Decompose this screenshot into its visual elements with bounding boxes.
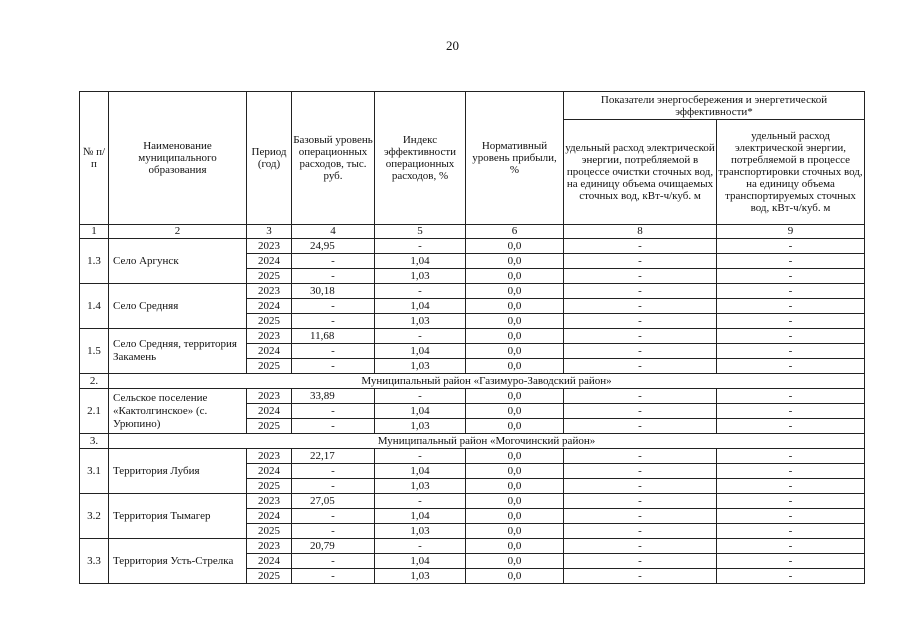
energy-transport-cell: - (717, 449, 865, 464)
efficiency-index-cell: - (375, 389, 466, 404)
efficiency-index-cell: - (375, 539, 466, 554)
period-cell: 2025 (247, 314, 292, 329)
row-number: 2.1 (80, 389, 109, 434)
normative-profit-cell: 0,0 (466, 284, 564, 299)
table-row (80, 239, 865, 254)
base-costs-cell: - (292, 569, 375, 584)
energy-transport-cell: - (717, 509, 865, 524)
table-row (80, 389, 865, 404)
efficiency-index-cell: 1,04 (375, 464, 466, 479)
row-number: 1.5 (80, 329, 109, 374)
row-number: 3.3 (80, 539, 109, 584)
base-costs-cell: - (292, 314, 375, 329)
energy-cleaning-cell: - (564, 329, 717, 344)
base-costs-cell: - (292, 254, 375, 269)
section-number: 2. (80, 374, 109, 389)
table-header (80, 92, 865, 239)
energy-transport-cell: - (717, 269, 865, 284)
section-number: 3. (80, 434, 109, 449)
energy-cleaning-cell: - (564, 494, 717, 509)
table-row (80, 449, 865, 464)
energy-cleaning-cell: - (564, 284, 717, 299)
energy-cleaning-cell: - (564, 554, 717, 569)
period-cell: 2023 (247, 284, 292, 299)
energy-cleaning-cell: - (564, 299, 717, 314)
period-cell: 2024 (247, 554, 292, 569)
efficiency-index-cell: 1,03 (375, 314, 466, 329)
efficiency-index-cell: - (375, 449, 466, 464)
normative-profit-cell: 0,0 (466, 419, 564, 434)
efficiency-index-cell: - (375, 494, 466, 509)
energy-cleaning-cell: - (564, 449, 717, 464)
base-costs-cell: 24,95 (292, 239, 375, 254)
table-row (80, 539, 865, 554)
period-cell: 2024 (247, 344, 292, 359)
energy-transport-cell: - (717, 314, 865, 329)
efficiency-index-cell: 1,03 (375, 419, 466, 434)
period-cell: 2024 (247, 299, 292, 314)
normative-profit-cell: 0,0 (466, 449, 564, 464)
column-number-cell: 1 (80, 225, 109, 239)
base-costs-cell: - (292, 404, 375, 419)
column-number-cell: 2 (109, 225, 247, 239)
entity-name: Село Средняя, территория Закамень (109, 329, 247, 374)
energy-cleaning-cell: - (564, 269, 717, 284)
column-number-cell: 9 (717, 225, 865, 239)
period-cell: 2025 (247, 269, 292, 284)
table-row (80, 329, 865, 344)
period-cell: 2023 (247, 494, 292, 509)
normative-profit-cell: 0,0 (466, 359, 564, 374)
period-cell: 2023 (247, 239, 292, 254)
base-costs-cell: - (292, 479, 375, 494)
normative-profit-cell: 0,0 (466, 329, 564, 344)
efficiency-index-cell: 1,03 (375, 479, 466, 494)
table-row (80, 494, 865, 509)
energy-cleaning-cell: - (564, 239, 717, 254)
energy-cleaning-cell: - (564, 479, 717, 494)
energy-transport-cell: - (717, 389, 865, 404)
normative-profit-cell: 0,0 (466, 509, 564, 524)
column-number-cell: 5 (375, 225, 466, 239)
page-number: 20 (446, 38, 459, 53)
section-title: Муниципальный район «Газимуро-Заводский район» (109, 374, 865, 389)
energy-transport-cell: - (717, 554, 865, 569)
period-cell: 2023 (247, 539, 292, 554)
period-cell: 2025 (247, 524, 292, 539)
energy-cleaning-cell: - (564, 539, 717, 554)
section-title: Муниципальный район «Могочинский район» (109, 434, 865, 449)
header-normative-profit: Нормативный уровень прибыли, % (466, 92, 564, 225)
efficiency-index-cell: 1,04 (375, 344, 466, 359)
energy-cleaning-cell: - (564, 419, 717, 434)
normative-profit-cell: 0,0 (466, 404, 564, 419)
table-row (80, 284, 865, 299)
normative-profit-cell: 0,0 (466, 314, 564, 329)
period-cell: 2024 (247, 509, 292, 524)
efficiency-index-cell: 1,04 (375, 509, 466, 524)
entity-name: Территория Усть-Стрелка (109, 539, 247, 584)
normative-profit-cell: 0,0 (466, 554, 564, 569)
entity-name: Территория Лубия (109, 449, 247, 494)
base-costs-cell: 33,89 (292, 389, 375, 404)
base-costs-cell: 22,17 (292, 449, 375, 464)
efficiency-index-cell: 1,04 (375, 404, 466, 419)
header-base-costs: Базовый уровень операционных расходов, тыс. руб. (292, 92, 375, 225)
base-costs-cell: 30,18 (292, 284, 375, 299)
energy-transport-cell: - (717, 284, 865, 299)
energy-cleaning-cell: - (564, 524, 717, 539)
efficiency-index-cell: 1,03 (375, 269, 466, 284)
column-numbers-row (80, 225, 865, 239)
base-costs-cell: - (292, 509, 375, 524)
efficiency-index-cell: 1,04 (375, 299, 466, 314)
period-cell: 2025 (247, 569, 292, 584)
base-costs-cell: 20,79 (292, 539, 375, 554)
period-cell: 2025 (247, 419, 292, 434)
table-body (80, 239, 865, 584)
period-cell: 2023 (247, 389, 292, 404)
period-cell: 2024 (247, 404, 292, 419)
energy-transport-cell: - (717, 344, 865, 359)
header-energy-group: Показатели энергосбережения и энергетической эффективности* (564, 92, 865, 120)
energy-transport-cell: - (717, 329, 865, 344)
energy-transport-cell: - (717, 419, 865, 434)
base-costs-cell: - (292, 269, 375, 284)
base-costs-cell: 27,05 (292, 494, 375, 509)
energy-cleaning-cell: - (564, 359, 717, 374)
normative-profit-cell: 0,0 (466, 464, 564, 479)
normative-profit-cell: 0,0 (466, 479, 564, 494)
base-costs-cell: - (292, 359, 375, 374)
normative-profit-cell: 0,0 (466, 299, 564, 314)
period-cell: 2023 (247, 329, 292, 344)
header-num: № п/п (80, 92, 109, 225)
header-name: Наименование муниципального образования (109, 92, 247, 225)
efficiency-index-cell: - (375, 284, 466, 299)
normative-profit-cell: 0,0 (466, 494, 564, 509)
header-energy-transport: удельный расход электрической энергии, потребляемой в процессе транспортировки сточных вод, на единицу объема транспортируемых сточных вод, кВт-ч/куб. м (717, 120, 865, 225)
period-cell: 2023 (247, 449, 292, 464)
energy-transport-cell: - (717, 494, 865, 509)
energy-cleaning-cell: - (564, 404, 717, 419)
energy-cleaning-cell: - (564, 314, 717, 329)
normative-profit-cell: 0,0 (466, 254, 564, 269)
energy-cleaning-cell: - (564, 464, 717, 479)
base-costs-cell: 11,68 (292, 329, 375, 344)
energy-transport-cell: - (717, 464, 865, 479)
period-cell: 2024 (247, 464, 292, 479)
header-energy-cleaning: удельный расход электрической энергии, потребляемой в процессе очистки сточных вод, на единицу объема очищаемых сточных вод, кВт-ч/куб. м (564, 120, 717, 225)
entity-name: Село Средняя (109, 284, 247, 329)
normative-profit-cell: 0,0 (466, 239, 564, 254)
period-cell: 2025 (247, 359, 292, 374)
energy-cleaning-cell: - (564, 389, 717, 404)
base-costs-cell: - (292, 344, 375, 359)
normative-profit-cell: 0,0 (466, 389, 564, 404)
tariff-table (79, 91, 865, 584)
energy-transport-cell: - (717, 254, 865, 269)
header-period: Период (год) (247, 92, 292, 225)
normative-profit-cell: 0,0 (466, 569, 564, 584)
energy-cleaning-cell: - (564, 344, 717, 359)
base-costs-cell: - (292, 464, 375, 479)
header-efficiency-index: Индекс эффективности операционных расходов, % (375, 92, 466, 225)
efficiency-index-cell: 1,03 (375, 359, 466, 374)
column-number-cell: 4 (292, 225, 375, 239)
normative-profit-cell: 0,0 (466, 344, 564, 359)
normative-profit-cell: 0,0 (466, 524, 564, 539)
energy-transport-cell: - (717, 524, 865, 539)
period-cell: 2024 (247, 254, 292, 269)
base-costs-cell: - (292, 524, 375, 539)
section-row (80, 374, 865, 389)
energy-cleaning-cell: - (564, 509, 717, 524)
column-number-cell: 6 (466, 225, 564, 239)
row-number: 3.2 (80, 494, 109, 539)
row-number: 3.1 (80, 449, 109, 494)
period-cell: 2025 (247, 479, 292, 494)
section-row (80, 434, 865, 449)
energy-cleaning-cell: - (564, 569, 717, 584)
energy-transport-cell: - (717, 569, 865, 584)
column-number-cell: 3 (247, 225, 292, 239)
efficiency-index-cell: 1,03 (375, 524, 466, 539)
energy-cleaning-cell: - (564, 254, 717, 269)
energy-transport-cell: - (717, 299, 865, 314)
energy-transport-cell: - (717, 359, 865, 374)
normative-profit-cell: 0,0 (466, 269, 564, 284)
entity-name: Сельское поселение «Кактолгинское» (с. Урюпино) (109, 389, 247, 434)
efficiency-index-cell: - (375, 329, 466, 344)
energy-transport-cell: - (717, 479, 865, 494)
energy-transport-cell: - (717, 539, 865, 554)
row-number: 1.4 (80, 284, 109, 329)
base-costs-cell: - (292, 419, 375, 434)
entity-name: Территория Тымагер (109, 494, 247, 539)
efficiency-index-cell: 1,04 (375, 254, 466, 269)
efficiency-index-cell: 1,03 (375, 569, 466, 584)
energy-transport-cell: - (717, 404, 865, 419)
energy-transport-cell: - (717, 239, 865, 254)
column-number-cell: 8 (564, 225, 717, 239)
entity-name: Село Аргунск (109, 239, 247, 284)
row-number: 1.3 (80, 239, 109, 284)
base-costs-cell: - (292, 554, 375, 569)
efficiency-index-cell: 1,04 (375, 554, 466, 569)
efficiency-index-cell: - (375, 239, 466, 254)
base-costs-cell: - (292, 299, 375, 314)
normative-profit-cell: 0,0 (466, 539, 564, 554)
